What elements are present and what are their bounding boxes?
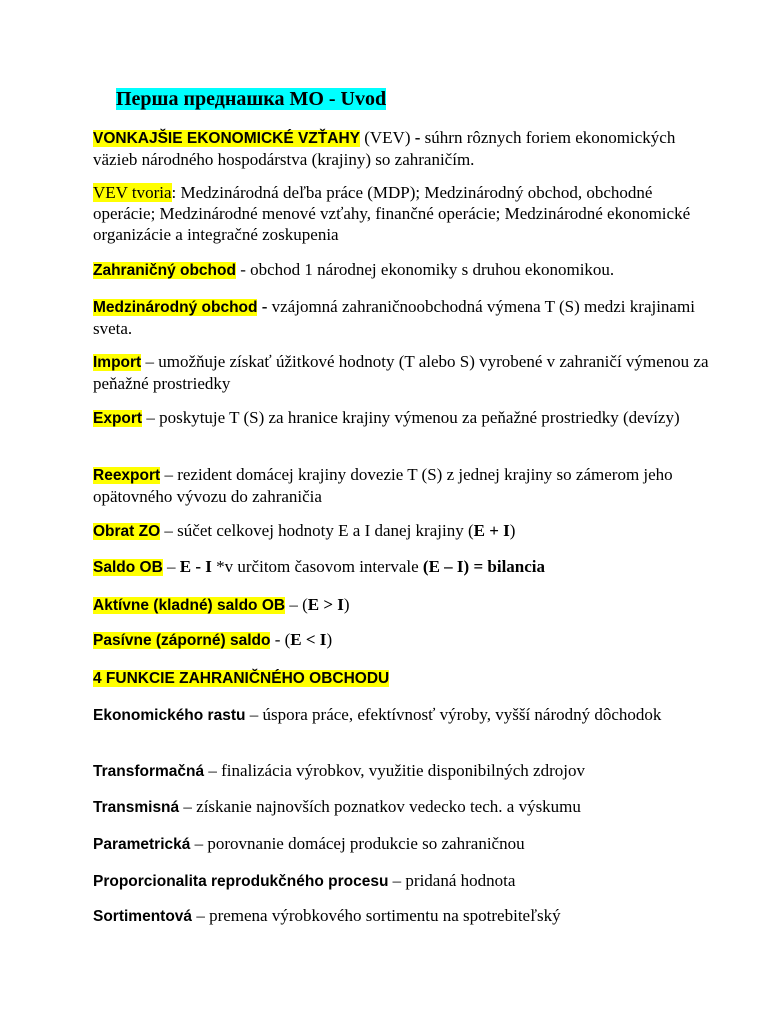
- function-item: [93, 796, 713, 818]
- definition-text: - obchod 1 národnej ekonomiky s druhou ekonomikou.: [235, 260, 615, 279]
- function-text: – finalizácia výrobkov, využitie disponibilných zdrojov: [204, 761, 585, 780]
- title-text: Перша преднашка MO - Uvod: [116, 88, 387, 110]
- formula: E - I: [179, 557, 212, 576]
- function-item: [93, 704, 713, 726]
- function-name: Transformačná: [93, 763, 205, 780]
- paragraph-vev: [93, 127, 713, 170]
- function-text: – porovnanie domácej produkcie so zahraničnou: [190, 834, 525, 853]
- paragraph-saldo-ob: [93, 556, 713, 578]
- function-name: Transmisná: [93, 799, 180, 816]
- definition-text: – (: [285, 595, 308, 614]
- definition-text: – rezident domácej krajiny dovezie T (S) z jednej krajiny so zámerom jeho opätovného vývozu do zahraničia: [93, 465, 673, 506]
- function-text: – získanie najnovších poznatkov vedecko tech. a výskumu: [179, 797, 581, 816]
- function-item: [93, 870, 713, 892]
- formula: E > I: [307, 595, 344, 614]
- definition-text: súhrn rôznych foriem ekonomických väzieb národného hospodárstva (krajiny) so zahraničím.: [93, 128, 676, 169]
- formula: E + I: [473, 521, 510, 540]
- heading-functions: 4 FUNKCIE ZAHRANIČNÉHO OBCHODU: [93, 670, 390, 687]
- page-title: [116, 88, 386, 110]
- definition-text: *v určitom časovom intervale: [211, 557, 423, 576]
- function-name: Sortimentová: [93, 908, 193, 925]
- definition-text: - (: [270, 630, 291, 649]
- abbr-vev: (VEV): [359, 128, 415, 147]
- term-export: Export: [93, 410, 143, 427]
- function-text: – úspora práce, efektívnosť výroby, vyšší národný dôchodok: [245, 705, 662, 724]
- function-name: Proporcionalita reprodukčného procesu: [93, 873, 389, 890]
- term-obrat-zo: Obrat ZO: [93, 523, 161, 540]
- paragraph-obrat-zo: [93, 520, 713, 542]
- function-text: – pridaná hodnota: [388, 871, 516, 890]
- paragraph-zahranicny-obchod: [93, 259, 713, 281]
- paragraph-import: [93, 351, 713, 394]
- section-heading: [93, 667, 713, 689]
- term-pasivne-saldo: Pasívne (záporné) saldo: [93, 632, 271, 649]
- paragraph-pasivne-saldo: [93, 629, 713, 651]
- definition-text: : Medzinárodná deľba práce (MDP); Medzinárodný obchod, obchodné operácie; Medzinárodné menové vzťahy, finančné operácie; Medzinárodné ekonomické organizácie a integračné zoskupenia: [93, 183, 691, 244]
- term-import: Import: [93, 354, 142, 371]
- paragraph-medzinarodny-obchod: [93, 296, 713, 339]
- dash: -: [257, 297, 268, 316]
- definition-text: vzájomná zahraničnoobchodná výmena T (S) medzi krajinami sveta.: [93, 297, 695, 338]
- term-vev-tvoria: VEV tvoria: [93, 183, 172, 202]
- paragraph-export: [93, 407, 713, 429]
- formula-bilancia: (E – I) = bilancia: [422, 557, 546, 576]
- term-zahranicny-obchod: Zahraničný obchod: [93, 262, 236, 279]
- function-text: – premena výrobkového sortimentu na spotrebiteľský: [192, 906, 561, 925]
- term-vev: VONKAJŠIE EKONOMICKÉ VZŤAHY: [93, 130, 360, 147]
- term-aktivne-saldo: Aktívne (kladné) saldo OB: [93, 597, 286, 614]
- function-name: Ekonomického rastu: [93, 707, 246, 724]
- term-medzinarodny-obchod: Medzinárodný obchod: [93, 299, 258, 316]
- term-reexport: Reexport: [93, 467, 161, 484]
- formula: E < I: [290, 630, 327, 649]
- paragraph-vev-tvoria: [93, 182, 713, 245]
- dash: –: [162, 557, 180, 576]
- function-item: [93, 833, 713, 855]
- paragraph-reexport: [93, 464, 713, 507]
- definition-text: – umožňuje získať úžitkové hodnoty (T alebo S) vyrobené v zahraničí výmenou za peňažné prostriedky: [93, 352, 709, 393]
- paragraph-aktivne-saldo: [93, 594, 713, 616]
- function-item: [93, 905, 713, 927]
- closing-paren: ): [509, 521, 516, 540]
- closing-paren: ): [326, 630, 333, 649]
- definition-text: – súčet celkovej hodnoty E a I danej krajiny (: [160, 521, 474, 540]
- term-saldo-ob: Saldo OB: [93, 559, 163, 576]
- dash: -: [414, 128, 421, 147]
- function-name: Parametrická: [93, 836, 191, 853]
- definition-text: – poskytuje T (S) za hranice krajiny výmenou za peňažné prostriedky (devízy): [142, 408, 680, 427]
- closing-paren: ): [343, 595, 350, 614]
- function-item: [93, 760, 713, 782]
